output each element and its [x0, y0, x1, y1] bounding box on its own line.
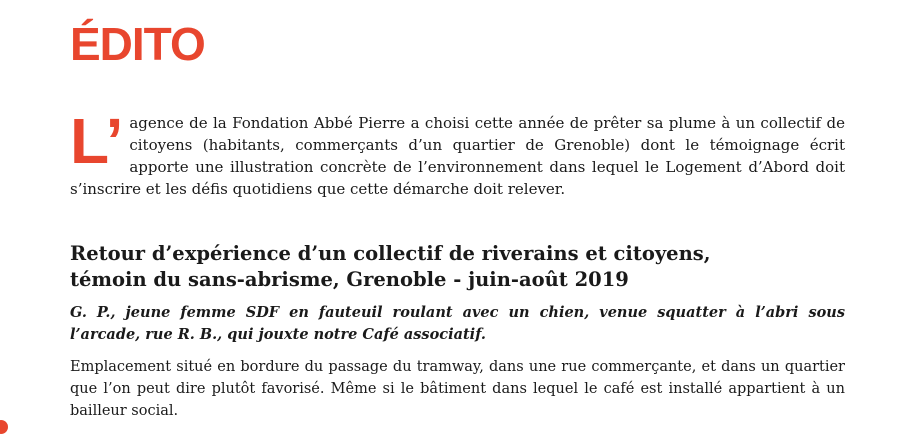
section-subtitle: G. P., jeune femme SDF en fauteuil roulant avec un chien, venue squatter à l’abri sous l’arcade, rue R. B., qui jouxte notre Café associatif. [70, 304, 845, 343]
intro-text: agence de la Fondation Abbé Pierre a choisi cette année de prêter sa plume à un collectif de citoyens (habitants, commerçants d’un quartier de Grenoble) dont le témoignage écrit apporte une illustration concrète de l’environnement dans lequel le Logement d’Abord doit s’inscrire et les défis quotidiens que cette démarche doit relever. [70, 114, 845, 198]
section-title-line-2: témoin du sans-abrisme, Grenoble - juin-août 2019 [70, 268, 629, 291]
page-title: ÉDITO [70, 18, 205, 70]
body-paragraph: Emplacement situé en bordure du passage du tramway, dans une rue commerçante, et dans un quartier que l’on peut dire plutôt favorisé. Même si le bâtiment dans lequel le café est installé appartient à un bailleur social. [70, 359, 845, 419]
section-title-line-1: Retour d’expérience d’un collectif de riverains et citoyens, [70, 242, 711, 265]
section-title [70, 241, 845, 293]
intro-paragraph [70, 105, 845, 200]
drop-cap: L’ [70, 105, 124, 177]
